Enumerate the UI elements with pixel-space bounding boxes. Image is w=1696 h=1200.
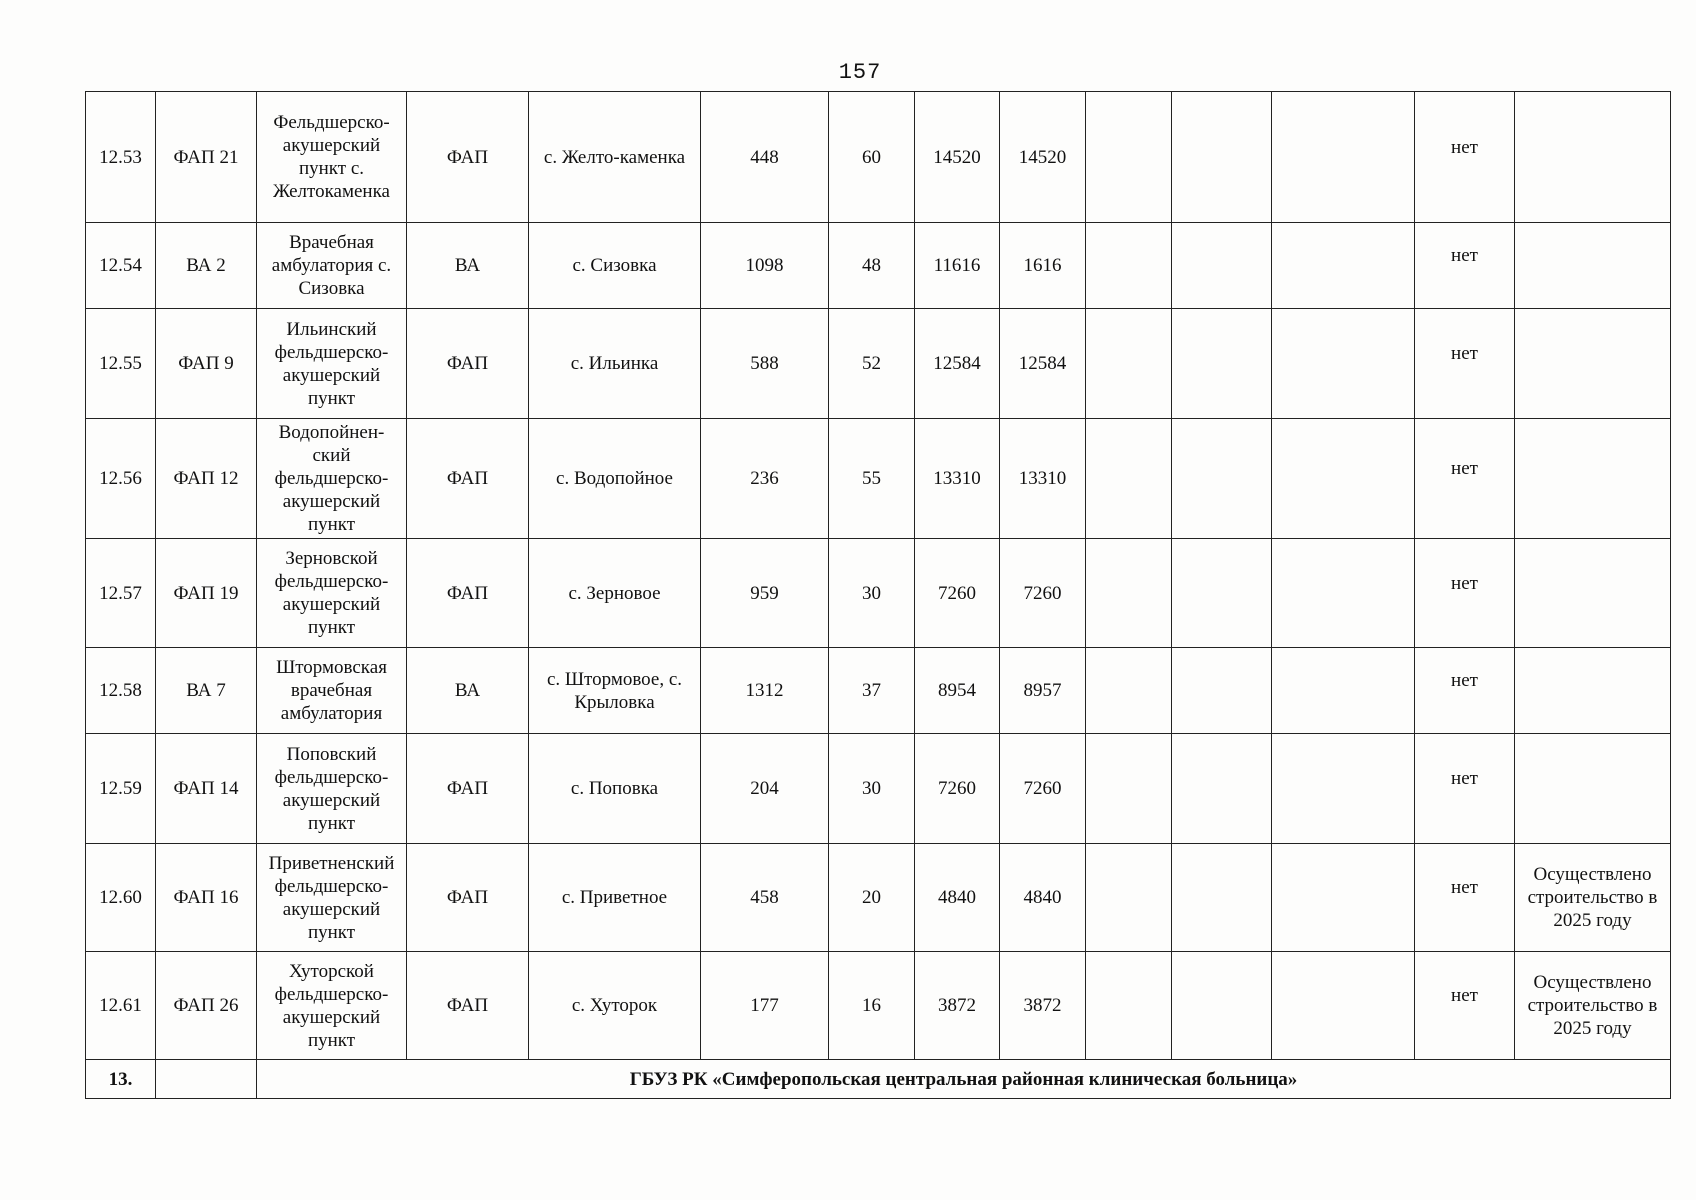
empty-cell-3 bbox=[1272, 223, 1415, 309]
settlement: с. Водопойное bbox=[529, 419, 701, 539]
status-cell bbox=[1415, 309, 1515, 419]
facilities-table bbox=[85, 91, 1671, 1099]
status-cell bbox=[1415, 539, 1515, 648]
facility-name: Приветненский фельдшерско-акушерский пункт bbox=[257, 844, 407, 952]
status-text: нет bbox=[1451, 670, 1478, 691]
note-cell bbox=[1515, 539, 1671, 648]
facility-name: Хуторской фельдшерско-акушерский пункт bbox=[257, 952, 407, 1060]
table-row bbox=[86, 539, 1671, 648]
facility-code: ВА 7 bbox=[156, 648, 257, 734]
note-cell bbox=[1515, 223, 1671, 309]
staff-value: 30 bbox=[829, 734, 915, 844]
note-cell: Осуществлено строительство в 2025 году bbox=[1515, 952, 1671, 1060]
value-a: 8954 bbox=[915, 648, 1000, 734]
facility-name: Фельдшерско-акушерский пункт с. Желтокаменка bbox=[257, 92, 407, 223]
status-text: нет bbox=[1451, 768, 1478, 789]
facility-code: ВА 2 bbox=[156, 223, 257, 309]
status-text: нет bbox=[1451, 458, 1478, 479]
value-a: 4840 bbox=[915, 844, 1000, 952]
settlement: с. Сизовка bbox=[529, 223, 701, 309]
population-value: 458 bbox=[701, 844, 829, 952]
status-cell bbox=[1415, 223, 1515, 309]
status-text: нет bbox=[1451, 572, 1478, 594]
facility-code: ФАП 26 bbox=[156, 952, 257, 1060]
row-number: 12.60 bbox=[86, 844, 156, 952]
note-cell bbox=[1515, 648, 1671, 734]
facility-type: ФАП bbox=[407, 734, 529, 844]
staff-value: 20 bbox=[829, 844, 915, 952]
facility-type: ФАП bbox=[407, 844, 529, 952]
row-number: 12.58 bbox=[86, 648, 156, 734]
empty-cell-1 bbox=[1086, 223, 1172, 309]
status-cell bbox=[1415, 952, 1515, 1060]
facility-type: ФАП bbox=[407, 539, 529, 648]
facility-code: ФАП 21 bbox=[156, 92, 257, 223]
empty-cell-1 bbox=[1086, 539, 1172, 648]
facility-name: Зерновской фельдшерско-акушерский пункт bbox=[257, 539, 407, 648]
empty-cell-2 bbox=[1172, 539, 1272, 648]
row-number: 12.61 bbox=[86, 952, 156, 1060]
population-value: 448 bbox=[701, 92, 829, 223]
facility-type: ВА bbox=[407, 648, 529, 734]
table-row bbox=[86, 419, 1671, 539]
facility-type: ВА bbox=[407, 223, 529, 309]
empty-cell-3 bbox=[1272, 309, 1415, 419]
facility-name: Штормовская врачебная амбулатория bbox=[257, 648, 407, 734]
empty-cell-2 bbox=[1172, 92, 1272, 223]
status-text: нет bbox=[1451, 343, 1478, 364]
facility-code: ФАП 14 bbox=[156, 734, 257, 844]
empty-cell-1 bbox=[1086, 309, 1172, 419]
value-a: 7260 bbox=[915, 734, 1000, 844]
facility-name: Поповский фельдшерско-акушерский пункт bbox=[257, 734, 407, 844]
status-cell bbox=[1415, 844, 1515, 952]
value-b: 3872 bbox=[1000, 952, 1086, 1060]
settlement: с. Штормовое, с. Крыловка bbox=[529, 648, 701, 734]
value-b: 1616 bbox=[1000, 223, 1086, 309]
population-value: 1312 bbox=[701, 648, 829, 734]
facility-code: ФАП 12 bbox=[156, 419, 257, 539]
facility-code: ФАП 9 bbox=[156, 309, 257, 419]
value-b: 7260 bbox=[1000, 734, 1086, 844]
status-text: нет bbox=[1451, 985, 1478, 1006]
staff-value: 16 bbox=[829, 952, 915, 1060]
row-number: 12.57 bbox=[86, 539, 156, 648]
table-row bbox=[86, 648, 1671, 734]
facility-type: ФАП bbox=[407, 309, 529, 419]
value-a: 14520 bbox=[915, 92, 1000, 223]
note-cell bbox=[1515, 734, 1671, 844]
status-text: нет bbox=[1451, 877, 1478, 898]
staff-value: 48 bbox=[829, 223, 915, 309]
facility-type: ФАП bbox=[407, 419, 529, 539]
empty-cell-2 bbox=[1172, 952, 1272, 1060]
status-cell bbox=[1415, 92, 1515, 223]
value-a: 3872 bbox=[915, 952, 1000, 1060]
facility-type: ФАП bbox=[407, 92, 529, 223]
row-number: 12.54 bbox=[86, 223, 156, 309]
facility-code: ФАП 19 bbox=[156, 539, 257, 648]
empty-cell-1 bbox=[1086, 648, 1172, 734]
value-b: 8957 bbox=[1000, 648, 1086, 734]
status-text: нет bbox=[1451, 245, 1478, 266]
value-b: 14520 bbox=[1000, 92, 1086, 223]
value-a: 7260 bbox=[915, 539, 1000, 648]
table-row bbox=[86, 223, 1671, 309]
settlement: с. Приветное bbox=[529, 844, 701, 952]
settlement: с. Желто-каменка bbox=[529, 92, 701, 223]
table-row bbox=[86, 92, 1671, 223]
note-cell bbox=[1515, 309, 1671, 419]
facility-type: ФАП bbox=[407, 952, 529, 1060]
page-number: 157 bbox=[838, 60, 882, 85]
population-value: 236 bbox=[701, 419, 829, 539]
settlement: с. Поповка bbox=[529, 734, 701, 844]
staff-value: 37 bbox=[829, 648, 915, 734]
note-cell: Осуществлено строительство в 2025 году bbox=[1515, 844, 1671, 952]
value-b: 13310 bbox=[1000, 419, 1086, 539]
settlement: с. Зерновое bbox=[529, 539, 701, 648]
settlement: с. Ильинка bbox=[529, 309, 701, 419]
empty-cell-3 bbox=[1272, 844, 1415, 952]
value-a: 13310 bbox=[915, 419, 1000, 539]
population-value: 959 bbox=[701, 539, 829, 648]
staff-value: 55 bbox=[829, 419, 915, 539]
empty-cell-3 bbox=[1272, 952, 1415, 1060]
table-body bbox=[86, 92, 1671, 1099]
row-number: 12.56 bbox=[86, 419, 156, 539]
empty-cell-3 bbox=[1272, 92, 1415, 223]
section-title: ГБУЗ РК «Симферопольская центральная районная клиническая больница» bbox=[257, 1060, 1671, 1099]
empty-cell-2 bbox=[1172, 419, 1272, 539]
facility-name: Водопойнен-ский фельдшерско-акушерский пункт bbox=[257, 419, 407, 539]
status-cell bbox=[1415, 648, 1515, 734]
facility-code: ФАП 16 bbox=[156, 844, 257, 952]
value-b: 12584 bbox=[1000, 309, 1086, 419]
empty-cell-1 bbox=[1086, 734, 1172, 844]
table-row bbox=[86, 844, 1671, 952]
settlement: с. Хуторок bbox=[529, 952, 701, 1060]
facility-name: Врачебная амбулатория с. Сизовка bbox=[257, 223, 407, 309]
value-a: 12584 bbox=[915, 309, 1000, 419]
status-cell bbox=[1415, 419, 1515, 539]
empty-cell-2 bbox=[1172, 309, 1272, 419]
section-row bbox=[86, 1060, 1671, 1099]
row-number: 12.59 bbox=[86, 734, 156, 844]
empty-cell-3 bbox=[1272, 648, 1415, 734]
value-b: 7260 bbox=[1000, 539, 1086, 648]
empty-cell-2 bbox=[1172, 648, 1272, 734]
empty-cell-1 bbox=[1086, 419, 1172, 539]
status-cell bbox=[1415, 734, 1515, 844]
section-number: 13. bbox=[86, 1060, 156, 1099]
empty-cell-2 bbox=[1172, 844, 1272, 952]
empty-cell-1 bbox=[1086, 92, 1172, 223]
row-number: 12.55 bbox=[86, 309, 156, 419]
population-value: 204 bbox=[701, 734, 829, 844]
empty-cell-2 bbox=[1172, 734, 1272, 844]
facility-name: Ильинский фельдшерско-акушерский пункт bbox=[257, 309, 407, 419]
table-row bbox=[86, 309, 1671, 419]
empty-cell-3 bbox=[1272, 419, 1415, 539]
staff-value: 30 bbox=[829, 539, 915, 648]
status-text: нет bbox=[1451, 136, 1478, 158]
empty-cell-1 bbox=[1086, 844, 1172, 952]
population-value: 177 bbox=[701, 952, 829, 1060]
population-value: 1098 bbox=[701, 223, 829, 309]
row-number: 12.53 bbox=[86, 92, 156, 223]
value-a: 11616 bbox=[915, 223, 1000, 309]
value-b: 4840 bbox=[1000, 844, 1086, 952]
empty-cell-3 bbox=[1272, 734, 1415, 844]
empty-cell-1 bbox=[1086, 952, 1172, 1060]
note-cell bbox=[1515, 419, 1671, 539]
population-value: 588 bbox=[701, 309, 829, 419]
table-row bbox=[86, 734, 1671, 844]
empty-cell-2 bbox=[1172, 223, 1272, 309]
table-row bbox=[86, 952, 1671, 1060]
empty-cell-3 bbox=[1272, 539, 1415, 648]
staff-value: 60 bbox=[829, 92, 915, 223]
section-code bbox=[156, 1060, 257, 1099]
staff-value: 52 bbox=[829, 309, 915, 419]
note-cell bbox=[1515, 92, 1671, 223]
